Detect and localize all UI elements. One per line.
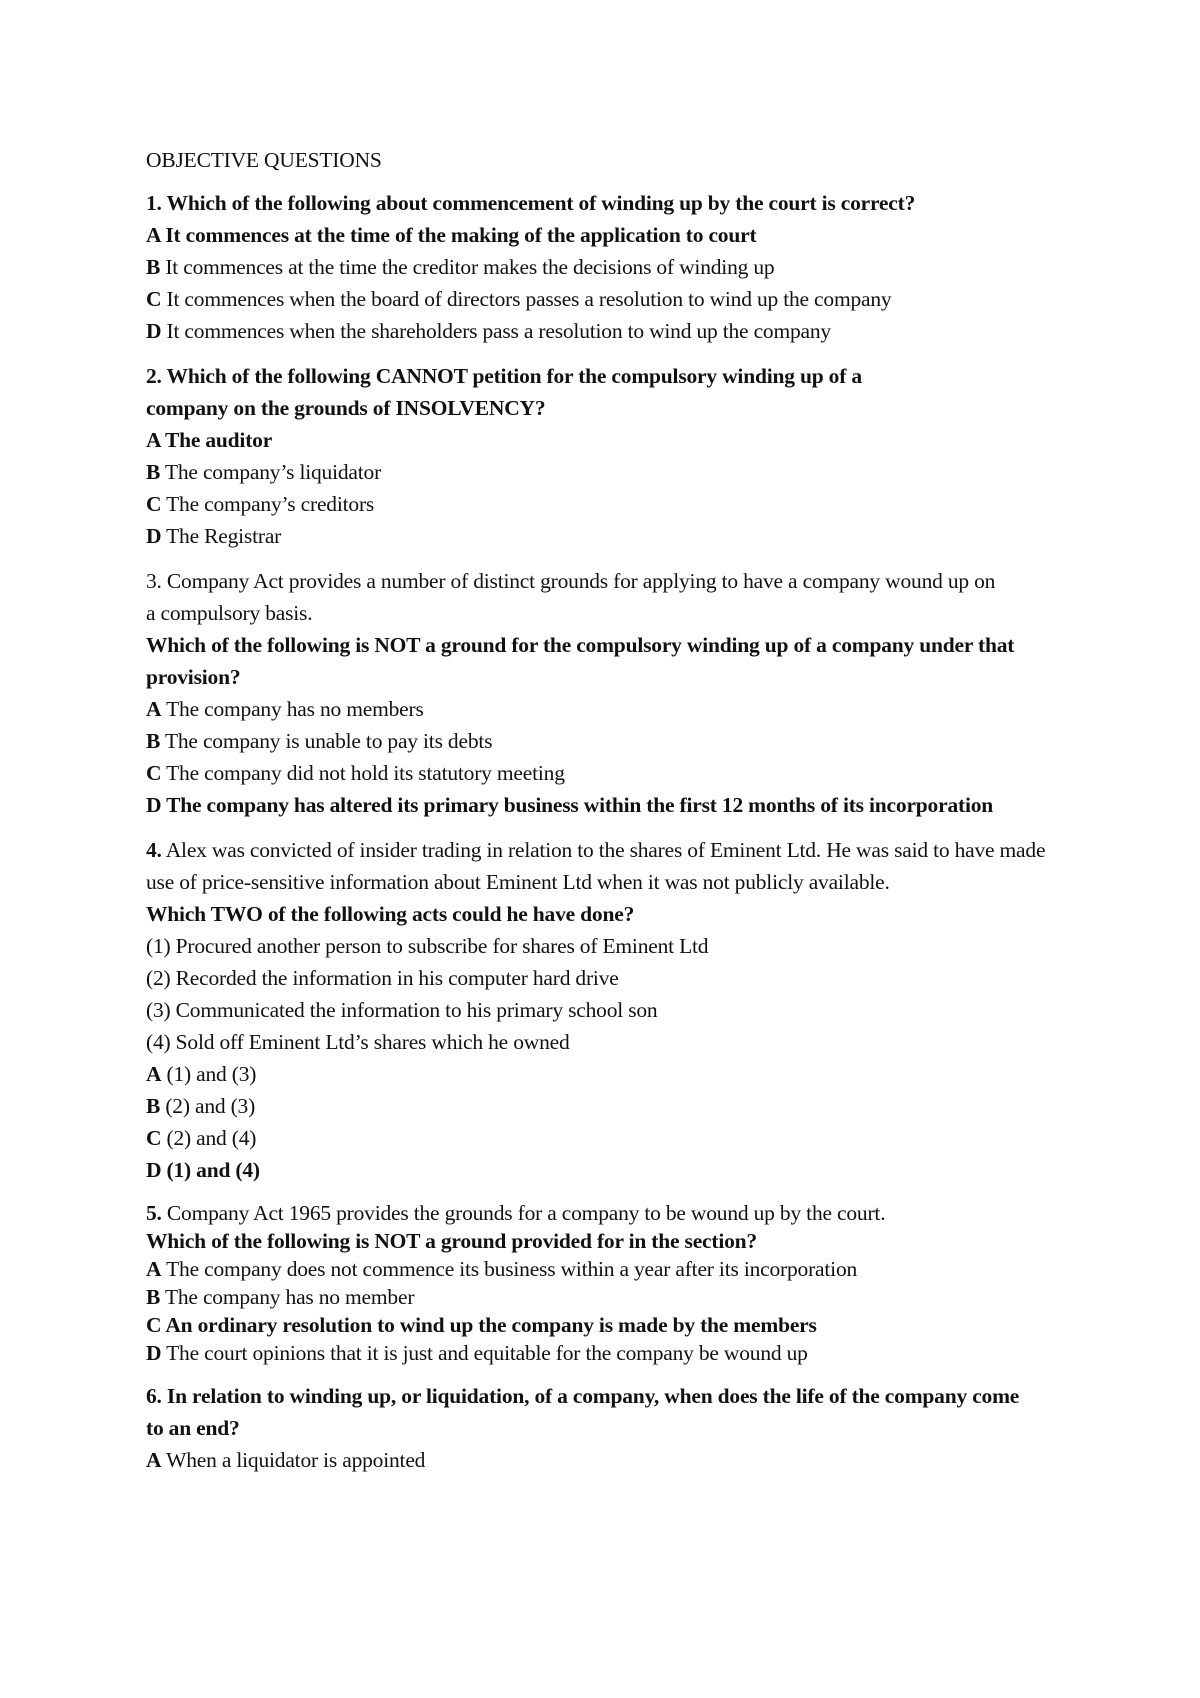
statement-3: (3) Communicated the information to his primary school son bbox=[146, 998, 658, 1022]
question-number: 5. bbox=[146, 1201, 162, 1225]
question-number: 2. bbox=[146, 364, 162, 388]
option-a: A It commences at the time of the making of the application to court bbox=[146, 223, 757, 247]
option-a: A The company has no members bbox=[146, 697, 424, 721]
option-c: C It commences when the board of directors passes a resolution to wind up the company bbox=[146, 287, 892, 311]
option-c: C The company’s creditors bbox=[146, 492, 375, 516]
option-b: B The company is unable to pay its debts bbox=[146, 729, 493, 753]
question-intro: 4. Alex was convicted of insider trading in relation to the shares of Eminent Ltd. He was said to have made use of price-sensitive information about Eminent Ltd when it was not publicly available. bbox=[146, 838, 1046, 894]
question-2 bbox=[146, 360, 1086, 552]
option-d: D It commences when the shareholders pass a resolution to wind up the company bbox=[146, 319, 831, 343]
option-d: D The company has altered its primary business within the first 12 months of its incorporation bbox=[146, 793, 994, 817]
question-6 bbox=[146, 1380, 1086, 1476]
option-c: C (2) and (4) bbox=[146, 1126, 257, 1150]
question-5 bbox=[146, 1199, 1086, 1367]
option-d: D The court opinions that it is just and equitable for the company be wound up bbox=[146, 1341, 808, 1365]
question-3 bbox=[146, 565, 1086, 821]
option-a: A The company does not commence its business within a year after its incorporation bbox=[146, 1257, 858, 1281]
option-b: B The company has no member bbox=[146, 1285, 415, 1309]
option-c: C An ordinary resolution to wind up the company is made by the members bbox=[146, 1313, 817, 1337]
statement-2: (2) Recorded the information in his computer hard drive bbox=[146, 966, 619, 990]
question-stem: 6. In relation to winding up, or liquidation, of a company, when does the life of the company come to an end? bbox=[146, 1384, 1020, 1440]
question-stem: 1. Which of the following about commencement of winding up by the court is correct? bbox=[146, 191, 916, 215]
option-a: A The auditor bbox=[146, 428, 273, 452]
option-b: B It commences at the time the creditor makes the decisions of winding up bbox=[146, 255, 775, 279]
question-intro: 5. Company Act 1965 provides the grounds for a company to be wound up by the court. bbox=[146, 1201, 886, 1225]
question-number: 4. bbox=[146, 838, 162, 862]
question-4 bbox=[146, 834, 1086, 1186]
option-d: D The Registrar bbox=[146, 524, 282, 548]
statement-4: (4) Sold off Eminent Ltd’s shares which he owned bbox=[146, 1030, 570, 1054]
option-b: B The company’s liquidator bbox=[146, 460, 382, 484]
option-d: D (1) and (4) bbox=[146, 1158, 260, 1182]
question-1 bbox=[146, 187, 1086, 347]
question-number: 3. bbox=[146, 569, 162, 593]
question-intro: 3. Company Act provides a number of distinct grounds for applying to have a company wound up on a compulsory basis. bbox=[146, 569, 996, 625]
page-title: OBJECTIVE QUESTIONS bbox=[146, 148, 382, 172]
question-stem: Which of the following is NOT a ground provided for in the section? bbox=[146, 1229, 757, 1253]
question-stem: 2. Which of the following CANNOT petition for the compulsory winding up of a company on the grounds of INSOLVENCY? bbox=[146, 364, 862, 420]
option-b: B (2) and (3) bbox=[146, 1094, 256, 1118]
option-a: A (1) and (3) bbox=[146, 1062, 257, 1086]
question-stem: Which of the following is NOT a ground for the compulsory winding up of a company under that provision? bbox=[146, 633, 1015, 689]
question-stem: Which TWO of the following acts could he have done? bbox=[146, 902, 635, 926]
option-a: A When a liquidator is appointed bbox=[146, 1448, 426, 1472]
document-body bbox=[146, 144, 1086, 1489]
statement-1: (1) Procured another person to subscribe for shares of Eminent Ltd bbox=[146, 934, 709, 958]
option-c: C The company did not hold its statutory meeting bbox=[146, 761, 565, 785]
question-number: 6. bbox=[146, 1384, 162, 1408]
question-number: 1. bbox=[146, 191, 162, 215]
